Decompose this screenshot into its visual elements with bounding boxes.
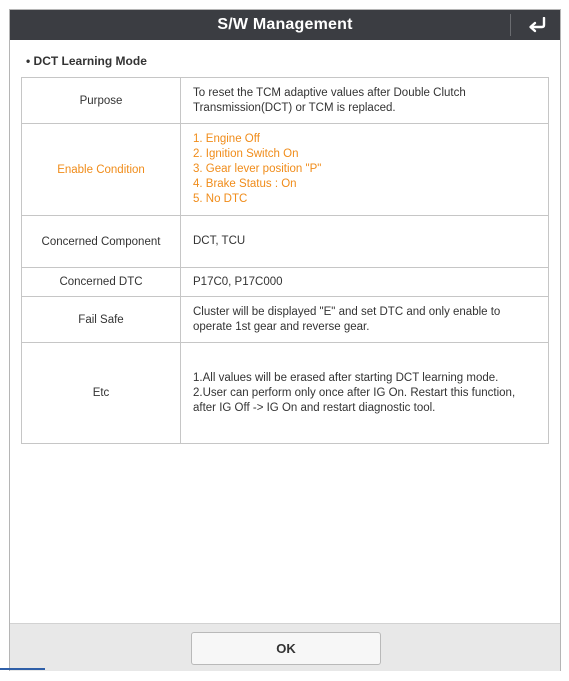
bottom-bar (10, 623, 560, 671)
fail-safe-value: Cluster will be displayed "E" and set DTC and only enable to operate 1st gear and reverse gear. (181, 297, 549, 343)
condition-item: 3. Gear lever position "P" (193, 163, 322, 175)
window-title: S/W Management (217, 16, 353, 33)
condition-item: 5. No DTC (193, 193, 248, 205)
table-row-concerned-dtc (22, 268, 549, 297)
ok-button[interactable]: OK (191, 632, 381, 665)
enable-condition-key: Enable Condition (22, 124, 181, 216)
dialog-window (9, 9, 561, 671)
concerned-dtc-key: Concerned DTC (22, 268, 181, 297)
table-row-enable-condition (22, 124, 549, 216)
concerned-dtc-value: P17C0, P17C000 (181, 268, 549, 297)
purpose-value: To reset the TCM adaptive values after Double Clutch Transmission(DCT) or TCM is replaced. (181, 78, 549, 124)
etc-note-2: 2.User can perform only once after IG On. Restart this function, after IG Off -> IG On and restart diagnostic tool. (193, 386, 516, 414)
table-row-etc (22, 343, 549, 444)
condition-item: 4. Brake Status : On (193, 178, 297, 190)
fail-safe-key: Fail Safe (22, 297, 181, 343)
title-bar (10, 10, 560, 40)
concerned-component-value: DCT, TCU (181, 216, 549, 268)
condition-list (193, 132, 538, 207)
condition-item: 2. Ignition Switch On (193, 148, 299, 160)
return-arrow-icon (528, 17, 546, 33)
enable-condition-value (181, 124, 549, 216)
section-label: • DCT Learning Mode (26, 54, 147, 68)
table-row-fail-safe (22, 297, 549, 343)
etc-value (181, 343, 549, 444)
title-divider (510, 14, 511, 36)
table-row-concerned-component (22, 216, 549, 268)
concerned-component-key: Concerned Component (22, 216, 181, 268)
etc-key: Etc (22, 343, 181, 444)
etc-note-1: 1.All values will be erased after starting DCT learning mode. (193, 371, 499, 384)
corner-indicator (0, 668, 45, 670)
purpose-key: Purpose (22, 78, 181, 124)
back-button[interactable] (513, 10, 560, 40)
table-row-purpose (22, 78, 549, 124)
info-table (21, 77, 549, 444)
condition-item: 1. Engine Off (193, 133, 260, 145)
